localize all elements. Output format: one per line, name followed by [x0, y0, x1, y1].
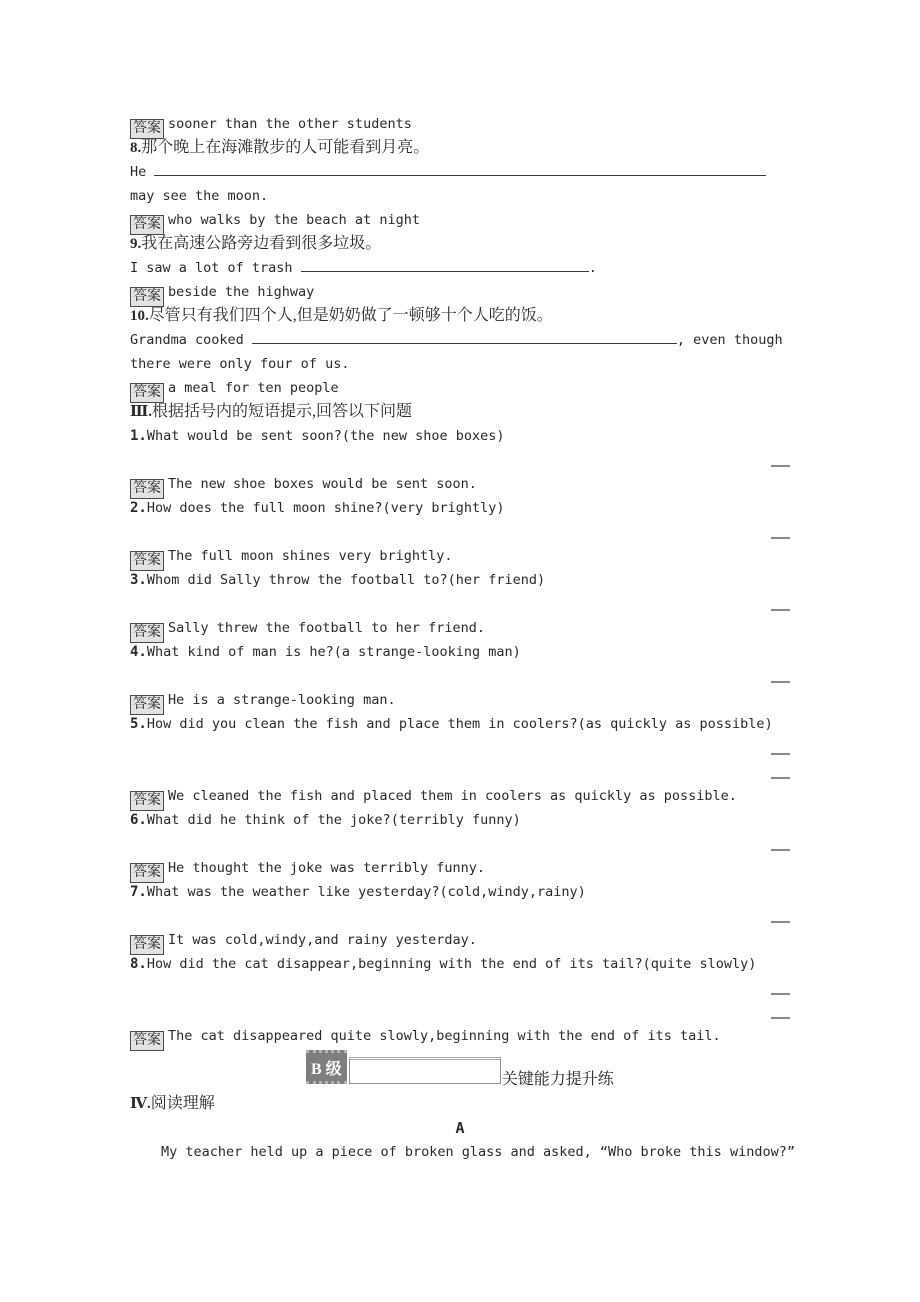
item-number: Ⅳ.	[130, 1096, 151, 1112]
question-number: 2.	[130, 500, 147, 516]
answer-line	[130, 856, 790, 880]
answer-badge: 答案	[130, 791, 164, 811]
item-number: Ⅲ.	[130, 404, 153, 420]
english-line	[130, 184, 790, 208]
answer-text: The new shoe boxes would be sent soon.	[168, 476, 477, 492]
answer-badge: 答案	[130, 935, 164, 955]
answer-space-dash	[771, 465, 790, 467]
answer-space-dash	[771, 921, 790, 923]
answer-space-line	[130, 904, 790, 928]
chinese-sentence	[130, 232, 790, 256]
answer-space-dash	[771, 1017, 790, 1019]
answer-space-line	[130, 664, 790, 688]
answer-badge: 答案	[130, 479, 164, 499]
question-line	[130, 880, 790, 904]
passage-label	[130, 1116, 790, 1140]
passage-text: My teacher held up a piece of broken glass and asked, “Who broke this window?”	[161, 1144, 795, 1160]
question-text: How does the full moon shine?(very brightly)	[146, 500, 505, 516]
question-number: 1.	[130, 428, 147, 444]
question-number: 5.	[130, 716, 147, 732]
question-number: 3.	[130, 572, 147, 588]
answer-space-line	[130, 832, 790, 856]
fill-post-text: .	[588, 260, 597, 276]
banner-caption: 关键能力提升练	[501, 1071, 614, 1088]
chinese-sentence	[130, 136, 790, 160]
english-text: may see the moon.	[130, 188, 269, 204]
answer-space-line	[130, 976, 790, 1000]
answer-badge: 答案	[130, 1031, 164, 1051]
fill-pre-text: Grandma cooked	[130, 332, 252, 348]
answer-text: He is a strange-looking man.	[168, 692, 396, 708]
answer-badge: 答案	[130, 287, 164, 307]
question-line	[130, 712, 790, 736]
answer-line	[130, 1024, 790, 1048]
fill-blank-underline	[301, 270, 589, 272]
question-line	[130, 496, 790, 520]
fill-pre-text: I saw a lot of trash	[130, 260, 301, 276]
answer-badge: 答案	[130, 383, 164, 403]
fill-in-line	[130, 160, 790, 184]
chinese-text: 那个晚上在海滩散步的人可能看到月亮。	[141, 139, 430, 156]
item-number: 10.	[130, 308, 149, 324]
fill-in-line	[130, 328, 790, 352]
answer-space-line	[130, 1000, 790, 1024]
level-badge: B 级	[306, 1050, 347, 1084]
answer-space-dash	[771, 993, 790, 995]
answer-space-dash	[771, 777, 790, 779]
question-text: What would be sent soon?(the new shoe boxes)	[146, 428, 505, 444]
chinese-text: 尽管只有我们四个人,但是奶奶做了一顿够十个人吃的饭。	[148, 307, 553, 324]
item-number: 8.	[130, 140, 142, 156]
question-text: What kind of man is he?(a strange-looking man)	[146, 644, 521, 660]
chinese-text: 根据括号内的短语提示,回答以下问题	[152, 403, 413, 420]
question-line	[130, 640, 790, 664]
chinese-sentence	[130, 400, 790, 424]
answer-text: beside the highway	[168, 284, 315, 300]
answer-space-dash	[771, 753, 790, 755]
answer-space-line	[130, 736, 790, 760]
answer-text: He thought the joke was terribly funny.	[168, 860, 485, 876]
answer-text: who walks by the beach at night	[168, 212, 420, 228]
question-number: 7.	[130, 884, 147, 900]
banner-box	[349, 1057, 501, 1084]
english-text: there were only four of us.	[130, 356, 350, 372]
answer-space-dash	[771, 537, 790, 539]
fill-blank-underline	[154, 174, 766, 176]
answer-line	[130, 784, 790, 808]
answer-text: a meal for ten people	[168, 380, 339, 396]
fill-blank-underline	[252, 342, 677, 344]
section-banner-row	[130, 1048, 790, 1092]
answer-badge: 答案	[130, 623, 164, 643]
section-banner	[306, 1050, 614, 1088]
question-line	[130, 808, 790, 832]
answer-space-dash	[771, 681, 790, 683]
answer-line	[130, 688, 790, 712]
question-number: 4.	[130, 644, 147, 660]
chinese-text: 阅读理解	[150, 1095, 215, 1112]
question-line	[130, 568, 790, 592]
chinese-text: 我在高速公路旁边看到很多垃圾。	[141, 235, 382, 252]
english-line	[130, 352, 790, 376]
answer-space-line	[130, 760, 790, 784]
answer-badge: 答案	[130, 695, 164, 715]
answer-text: The cat disappeared quite slowly,beginning with the end of its tail.	[168, 1028, 721, 1044]
answer-space-line	[130, 520, 790, 544]
answer-badge: 答案	[130, 863, 164, 883]
question-text: Whom did Sally throw the football to?(her friend)	[146, 572, 546, 588]
question-text: What was the weather like yesterday?(cold,windy,rainy)	[146, 884, 586, 900]
answer-text: Sally threw the football to her friend.	[168, 620, 485, 636]
question-text: What did he think of the joke?(terribly funny)	[146, 812, 521, 828]
question-number: 8.	[130, 956, 147, 972]
chinese-sentence	[130, 304, 790, 328]
answer-line	[130, 544, 790, 568]
answer-space-dash	[771, 609, 790, 611]
answer-space-line	[130, 592, 790, 616]
question-number: 6.	[130, 812, 147, 828]
answer-space-dash	[771, 849, 790, 851]
answer-line	[130, 472, 790, 496]
question-text: How did you clean the fish and place them in coolers?(as quickly as possible)	[146, 716, 773, 732]
answer-badge: 答案	[130, 119, 164, 139]
fill-post-text: , even though	[676, 332, 783, 348]
question-line	[130, 424, 790, 448]
answer-line	[130, 208, 790, 232]
answer-text: It was cold,windy,and rainy yesterday.	[168, 932, 477, 948]
fill-in-line	[130, 256, 790, 280]
answer-badge: 答案	[130, 551, 164, 571]
question-line	[130, 952, 790, 976]
fill-pre-text: He	[130, 164, 155, 180]
answer-line	[130, 280, 790, 304]
answer-badge: 答案	[130, 215, 164, 235]
answer-text: We cleaned the fish and placed them in coolers as quickly as possible.	[168, 788, 737, 804]
answer-space-line	[130, 448, 790, 472]
item-number: 9.	[130, 236, 142, 252]
answer-line	[130, 616, 790, 640]
chinese-sentence	[130, 1092, 790, 1116]
answer-text: The full moon shines very brightly.	[168, 548, 453, 564]
passage-label-text: A	[455, 1119, 465, 1137]
passage-paragraph	[130, 1140, 795, 1164]
exercise-content	[130, 112, 795, 1164]
answer-line	[130, 112, 790, 136]
question-text: How did the cat disappear,beginning with the end of its tail?(quite slowly)	[146, 956, 757, 972]
answer-text: sooner than the other students	[168, 116, 412, 132]
answer-line	[130, 928, 790, 952]
answer-line	[130, 376, 790, 400]
